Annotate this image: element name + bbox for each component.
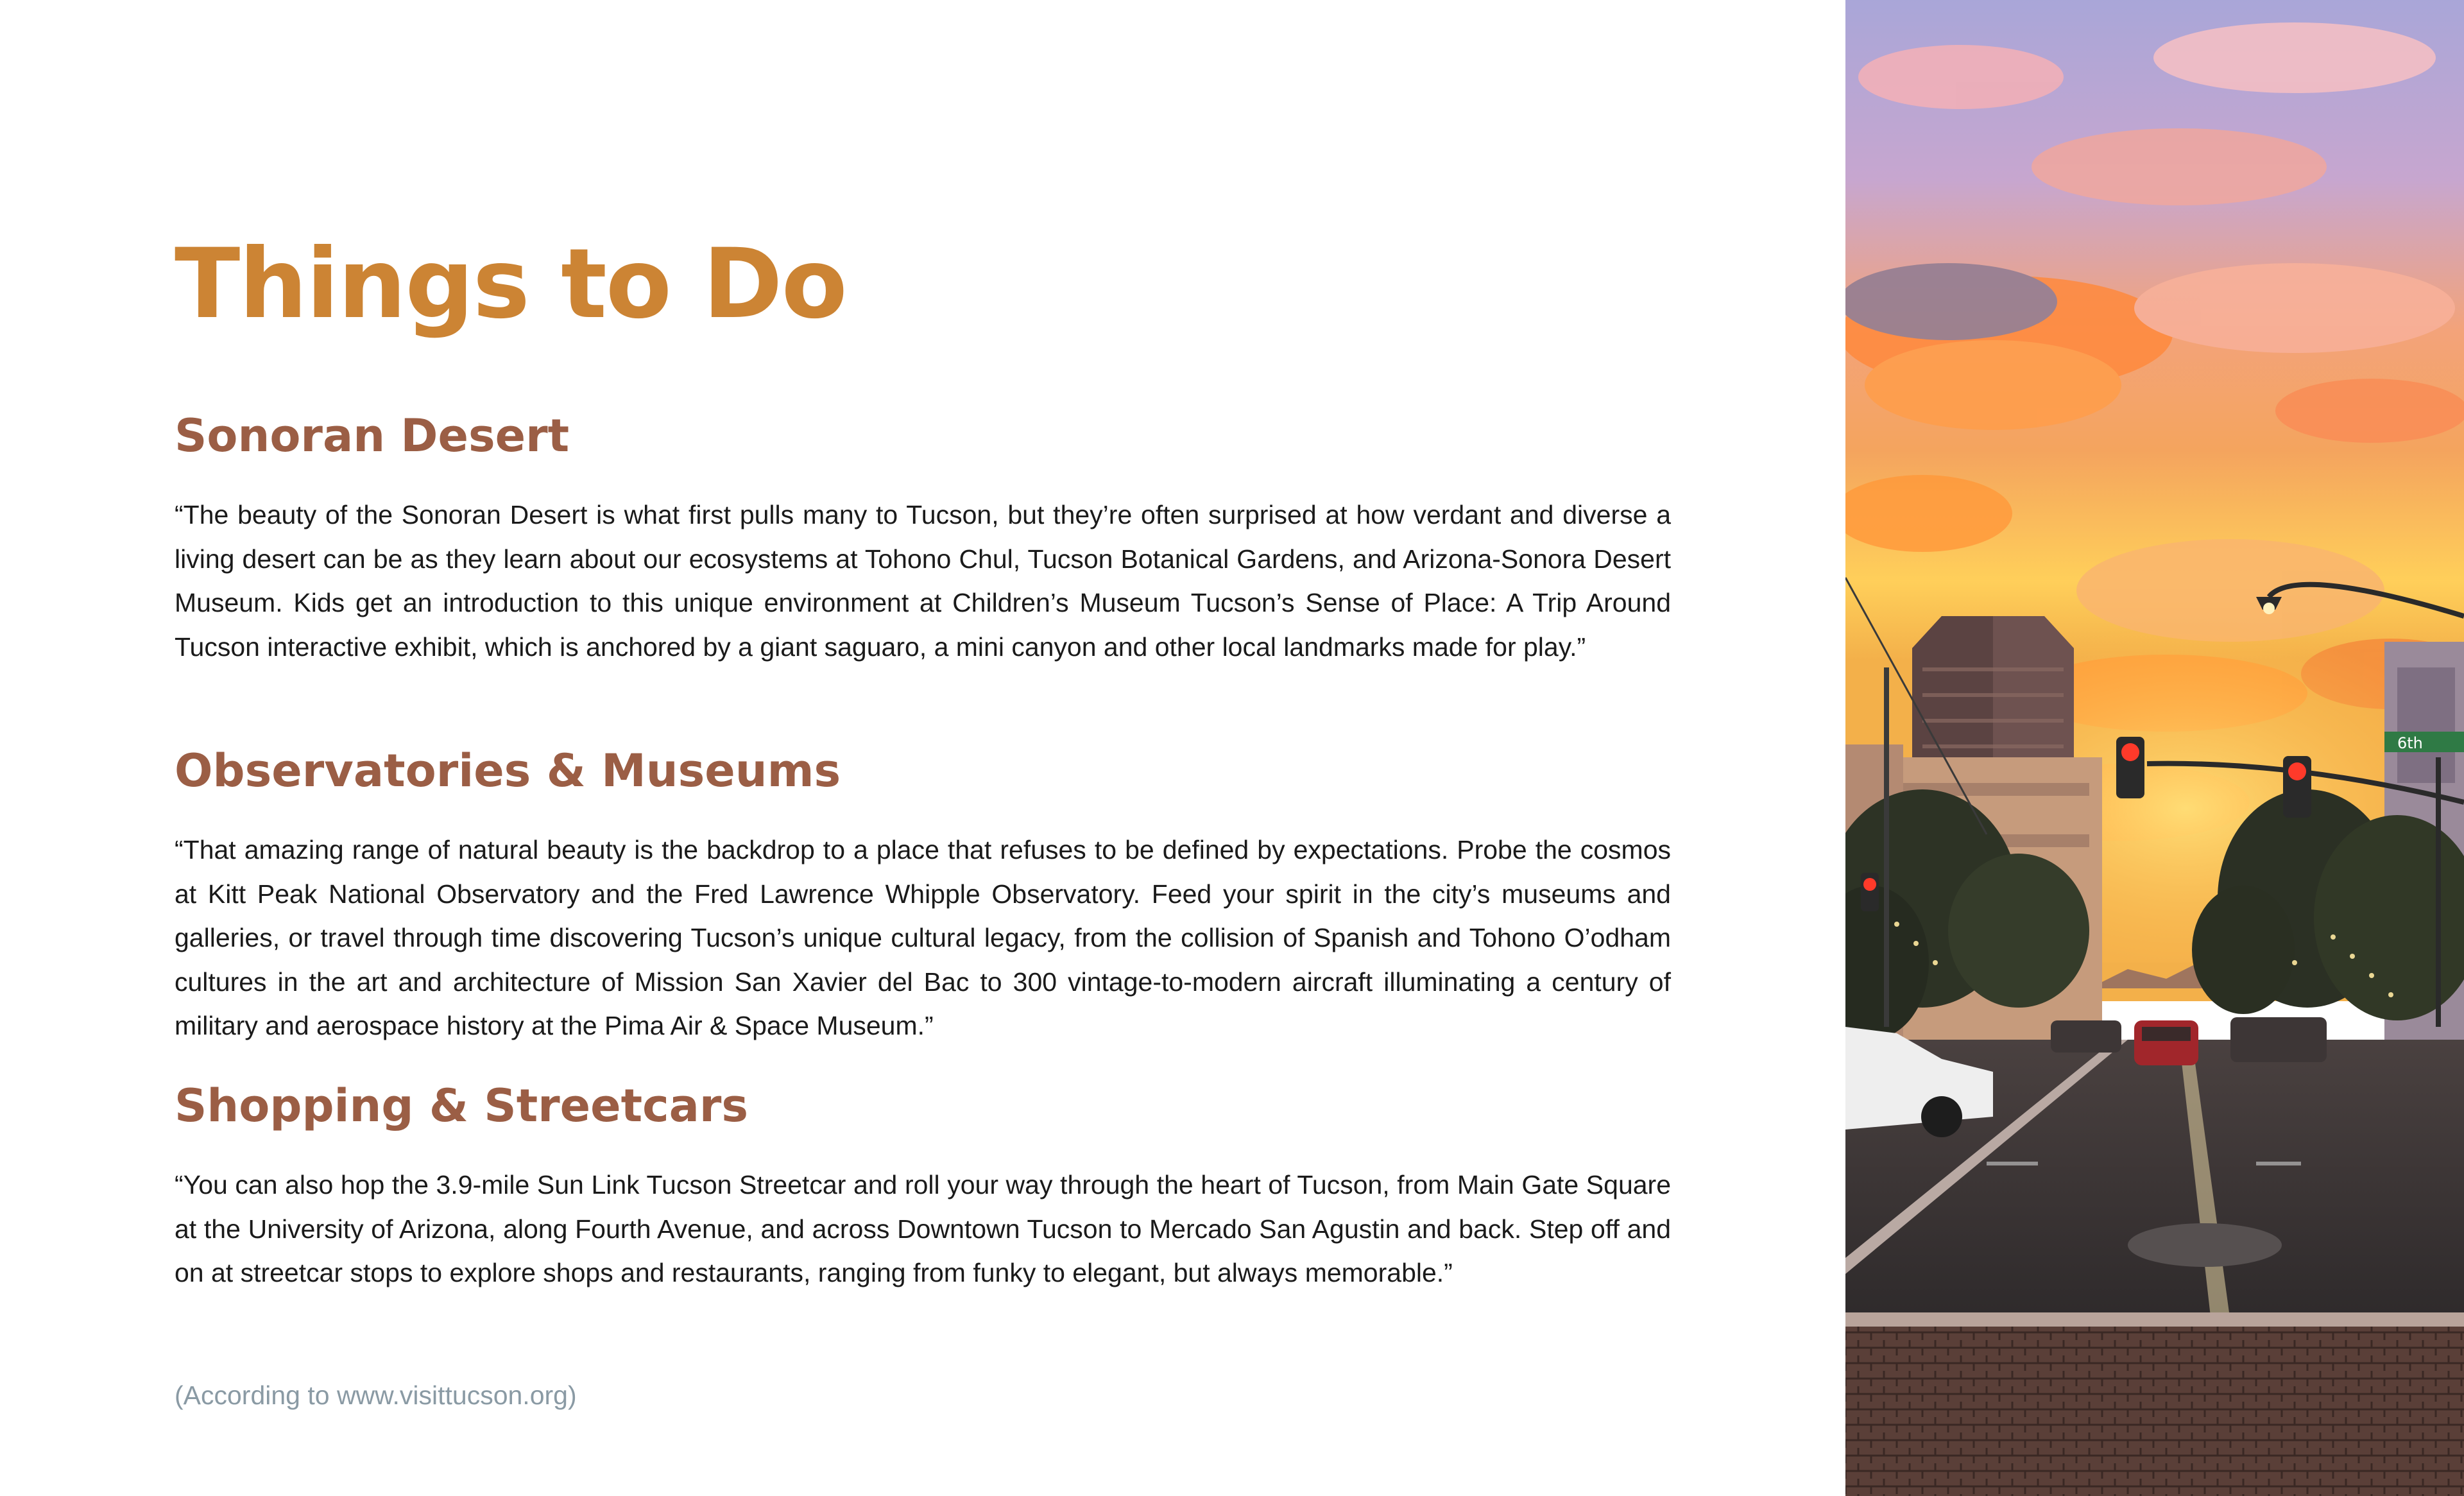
- section-heading-sonoran-desert: Sonoran Desert: [175, 409, 570, 462]
- brick-sidewalk: [1845, 1327, 2464, 1496]
- section-body-shopping-streetcars: “You can also hop the 3.9-mile Sun Link Tucson Streetcar and roll your way through the heart of Tucson, from Main Gate Square at the University of Arizona, along Fourth Avenue, and across Downtown Tucson to Mercado San Agustin and back. Step off and on at streetcar stops to explore shops and restaurants, ranging from funky to elegant, but always memorable.”: [175, 1170, 1671, 1287]
- tucson-street-sunset-photo: [1845, 0, 2464, 1496]
- section-heading-shopping-streetcars: Shopping & Streetcars: [175, 1079, 749, 1132]
- section-heading-observatories-museums: Observatories & Museums: [175, 744, 841, 797]
- svg-text:6th: 6th: [2397, 734, 2423, 752]
- source-citation: (According to www.visittucson.org): [175, 1380, 577, 1410]
- section-body-sonoran-desert: “The beauty of the Sonoran Desert is what first pulls many to Tucson, but they’re often surprised at how verdant and diverse a living desert can be as they learn about our ecosystems at Tohono Chul, Tucson Botanical Gardens, and Arizona-Sonora Desert Museum. Kids get an introduction to this unique environment at Children’s Museum Tucson’s Sense of Place: A Trip Around Tucson interactive exhibit, which is anchored by a giant saguaro, a mini canyon and other local landmarks made for play.”: [175, 500, 1671, 662]
- section-body-observatories-museums: “That amazing range of natural beauty is the backdrop to a place that refuses to be defined by expectations. Probe the cosmos at Kitt Peak National Observatory and the Fred Lawrence Whipple Observatory. Feed your spirit in the city’s museums and galleries, or travel through time discovering Tucson’s unique cultural legacy, from the collision of Spanish and Tohono O’odham cultures in the art and architecture of Mission San Xavier del Bac to 300 vintage-to-modern aircraft illuminating a century of military and aerospace history at the Pima Air & Space Museum.”: [175, 835, 1671, 1040]
- red-car: [2134, 1020, 2198, 1065]
- street-sign: [2384, 732, 2464, 752]
- text-column: [175, 0, 1671, 1496]
- page-title: Things to Do: [175, 228, 846, 340]
